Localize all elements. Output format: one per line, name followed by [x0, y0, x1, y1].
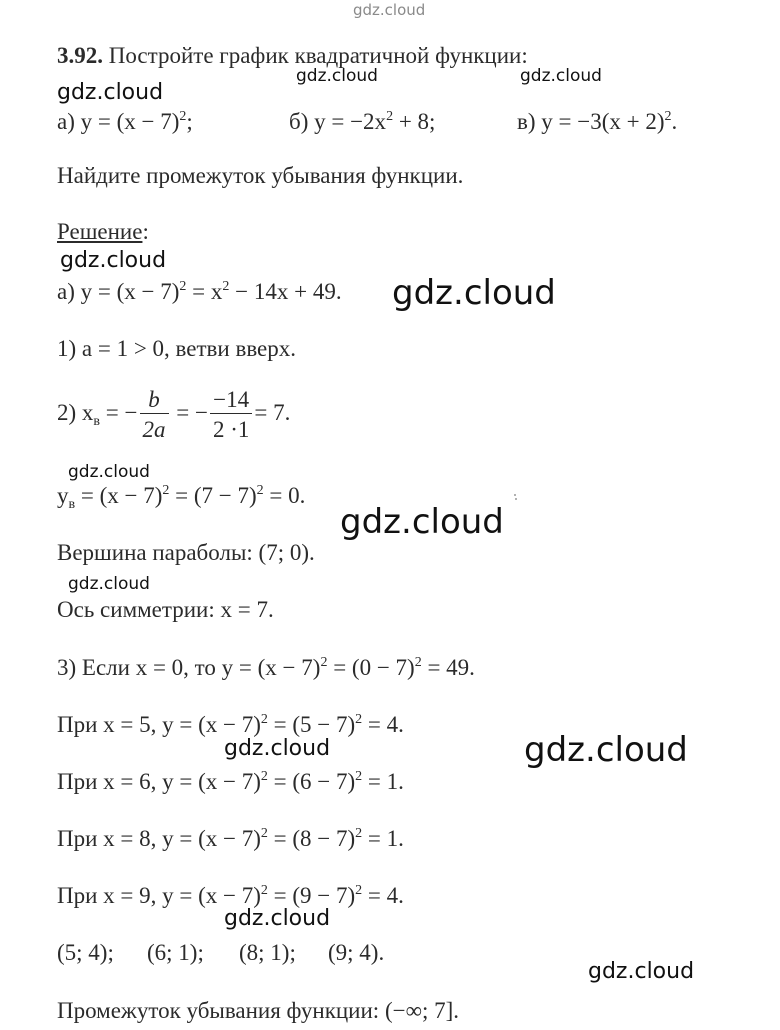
solution-vertex-x: 2) $x_в$ = − $\frac{b}{2a}$ = − $\frac{-14}{2 \cdot 1}$ = 7.	[57, 387, 291, 442]
solution-point-row: При x = 6, $y = (x - 7)^2 = (6 - 7)^2 = 1$.	[57, 769, 404, 794]
fraction-minus14-over-2: $\frac{-14}{2 \cdot 1}$	[210, 388, 252, 441]
watermark: gdz.cloud	[340, 502, 504, 542]
watermark: gdz.cloud	[524, 730, 688, 770]
point-item: (6; 1);	[147, 940, 204, 965]
speck	[515, 498, 517, 500]
watermark: gdz.cloud	[57, 80, 164, 105]
solution-point-x0: 3) Если x = 0, то $y = (x - 7)^2 = (0 - 7)^2 = 49$.	[57, 655, 475, 680]
solution-point-row: При x = 9, $y = (x - 7)^2 = (9 - 7)^2 = 4$.	[57, 883, 404, 908]
watermark: gdz.cloud	[68, 574, 150, 594]
solution-heading: Решение:	[57, 219, 149, 244]
solution-vertex-y: $y_в = (x - 7)^2 = (7 - 7)^2 = 0$.	[57, 483, 306, 512]
watermark: gdz.cloud	[224, 906, 331, 931]
watermark: gdz.cloud	[520, 66, 602, 86]
watermark: gdz.cloud	[60, 248, 167, 273]
watermark: gdz.cloud	[588, 959, 695, 984]
speck	[514, 494, 516, 496]
solution-point-row: При x = 5, $y = (x - 7)^2 = (5 - 7)^2 = 4$.	[57, 712, 404, 737]
solution-line-expand: а) $y = (x - 7)^2 = x^2 - 14x + 49$.	[57, 279, 342, 304]
solution-symmetry-axis: Ось симметрии: x = 7.	[57, 597, 274, 622]
variant-b: б) $y = -2x^2 + 8$;	[289, 109, 436, 134]
watermark: gdz.cloud	[392, 273, 556, 313]
variant-a: а) $y = (x - 7)^2$;	[57, 109, 193, 134]
solution-answer: Промежуток убывания функции: (−∞; 7].	[57, 998, 460, 1023]
point-item: (9; 4).	[328, 940, 385, 965]
watermark: gdz.cloud	[68, 462, 150, 482]
watermark: gdz.cloud	[296, 66, 378, 86]
watermark-top: gdz.cloud	[353, 1, 426, 19]
solution-point-row: При x = 8, $y = (x - 7)^2 = (8 - 7)^2 = 1$.	[57, 826, 404, 851]
variant-c: в) $y = -3(x + 2)^2$.	[517, 109, 678, 134]
problem-heading	[57, 44, 528, 67]
point-item: (8; 1);	[239, 940, 296, 965]
point-item: (5; 4);	[57, 940, 114, 965]
solution-vertex: Вершина параболы: (7; 0).	[57, 540, 315, 565]
problem-number: 3.92.	[57, 43, 103, 68]
solution-branches: 1) a = 1 > 0, ветви вверх.	[57, 336, 297, 361]
problem-question: Найдите промежуток убывания функции.	[57, 163, 464, 188]
fraction-b-over-2a: $\frac{b}{2a}$	[140, 388, 169, 441]
problem-text: Постройте график квадратичной функции:	[108, 43, 528, 68]
watermark: gdz.cloud	[224, 736, 331, 761]
